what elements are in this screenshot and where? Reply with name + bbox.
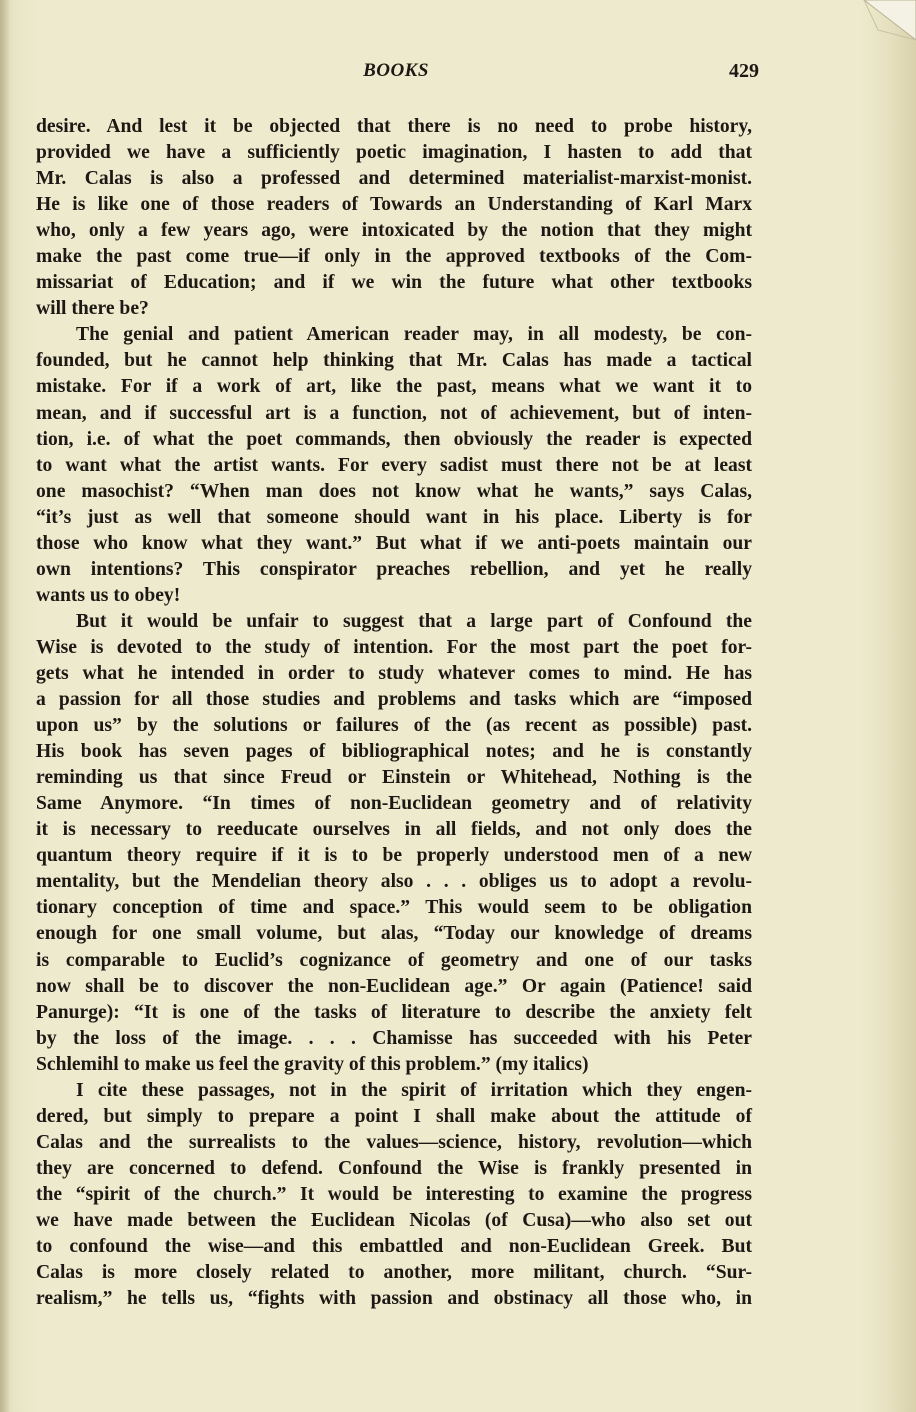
text-line: to want what the artist wants. For every sadist must there not be at least [36, 454, 752, 476]
text-line: to confound the wise—and this embattled and non-Euclidean Greek. But [36, 1236, 752, 1258]
text-line: dered, but simply to prepare a point I shall make about the attitude of [36, 1105, 752, 1127]
text-line: Mr. Calas is also a professed and determined materialist-marxist-monist. [36, 168, 752, 190]
text-line: mean, and if successful art is a function, not of achievement, but of inten- [36, 402, 752, 424]
text-line: those who know what they want.” But what if we anti-poets maintain our [36, 532, 752, 554]
text-line: founded, but he cannot help thinking that Mr. Calas has made a tactical [36, 350, 752, 372]
text-line: Schlemihl to make us feel the gravity of this problem.” (my italics) [36, 1053, 589, 1075]
text-line: wants us to obey! [36, 584, 181, 606]
body-text [36, 114, 752, 1312]
text-line: upon us” by the solutions or failures of the (as recent as possible) past. [36, 715, 752, 737]
text-line: quantum theory require if it is to be properly understood men of a new [36, 845, 752, 867]
text-line: mentality, but the Mendelian theory also . . . obliges us to adopt a revolu- [36, 871, 752, 893]
text-line: gets what he intended in order to study whatever comes to mind. He has [36, 662, 752, 684]
text-line: is comparable to Euclid’s cognizance of geometry and one of our tasks [36, 949, 752, 971]
text-line: make the past come true—if only in the approved textbooks of the Com- [36, 246, 752, 268]
text-line: they are concerned to defend. Confound the Wise is frankly presented in [36, 1157, 752, 1179]
text-line: tionary conception of time and space.” This would seem to be obligation [36, 897, 752, 919]
text-line: one masochist? “When man does not know what he wants,” says Calas, [36, 480, 752, 502]
text-line: own intentions? This conspirator preaches rebellion, and yet he really [36, 558, 752, 580]
running-head [36, 60, 759, 90]
paragraph-4 [36, 1078, 752, 1312]
text-line: But it would be unfair to suggest that a large part of Confound the [76, 610, 752, 632]
text-line: Calas and the surrealists to the values—science, history, revolution—which [36, 1131, 752, 1153]
text-line: Same Anymore. “In times of non-Euclidean geometry and of relativity [36, 793, 752, 815]
text-line: who, only a few years ago, were intoxicated by the notion that they might [36, 220, 752, 242]
text-line: Panurge): “It is one of the tasks of literature to describe the anxiety felt [36, 1001, 752, 1023]
text-line: I cite these passages, not in the spirit of irritation which they engen- [76, 1079, 752, 1101]
paragraph-2 [36, 322, 752, 609]
text-line: provided we have a sufficiently poetic imagination, I hasten to add that [36, 142, 752, 164]
paragraph-3 [36, 609, 752, 1078]
text-line: The genial and patient American reader may, in all modesty, be con- [76, 324, 752, 346]
text-line: His book has seven pages of bibliographical notes; and he is constantly [36, 741, 752, 763]
page-corner-fold [856, 0, 916, 48]
text-line: Calas is more closely related to another, more militant, church. “Sur- [36, 1262, 752, 1284]
text-line: Wise is devoted to the study of intention. For the most part the poet for- [36, 636, 752, 658]
text-line: desire. And lest it be objected that there is no need to probe history, [36, 116, 752, 137]
text-line: by the loss of the image. . . . Chamisse has succeeded with his Peter [36, 1027, 752, 1049]
text-line: we have made between the Euclidean Nicolas (of Cusa)—who also set out [36, 1209, 752, 1231]
text-line: the “spirit of the church.” It would be interesting to examine the progress [36, 1183, 752, 1205]
text-line: realism,” he tells us, “fights with passion and obstinacy all those who, in [36, 1288, 752, 1310]
text-line: reminding us that since Freud or Einstein or Whitehead, Nothing is the [36, 767, 752, 789]
text-line: He is like one of those readers of Towards an Understanding of Karl Marx [36, 194, 752, 216]
text-line: will there be? [36, 298, 149, 320]
text-line: “it’s just as well that someone should want in his place. Liberty is for [36, 506, 752, 528]
text-line: mistake. For if a work of art, like the past, means what we want it to [36, 376, 752, 398]
text-line: a passion for all those studies and problems and tasks which are “imposed [36, 689, 752, 711]
text-line: it is necessary to reeducate ourselves in all fields, and not only does the [36, 819, 752, 841]
paragraph-1 [36, 114, 752, 322]
text-line: enough for one small volume, but alas, “Today our knowledge of dreams [36, 923, 752, 945]
text-line: now shall be to discover the non-Euclidean age.” Or again (Patience! said [36, 975, 752, 997]
page-number: 429 [729, 60, 759, 82]
running-head-title: BOOKS [363, 60, 429, 81]
page-gutter-shadow [0, 0, 10, 1412]
text-line: missariat of Education; and if we win the future what other textbooks [36, 272, 752, 294]
text-line: tion, i.e. of what the poet commands, then obviously the reader is expected [36, 428, 752, 450]
